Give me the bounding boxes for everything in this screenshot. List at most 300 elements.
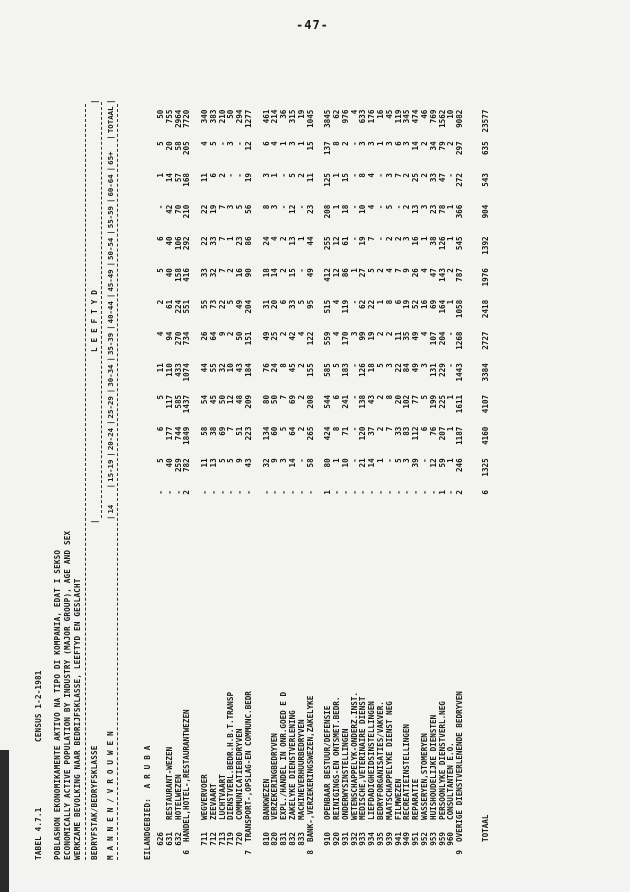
cell-value: 2 — [279, 331, 289, 337]
cell-value: 11 — [199, 173, 209, 183]
cell-value: 204 — [243, 299, 253, 314]
cell-value: 119 — [393, 109, 403, 124]
industry-label: REINIGINGS-EN ONTSMET.BEDR. — [331, 696, 341, 820]
cell-value: 9 — [217, 331, 227, 337]
cell-value: 4 — [349, 109, 359, 115]
cell-value: 5 — [226, 458, 236, 463]
cell-value: 33 — [208, 236, 218, 246]
cell-value: 13 — [287, 236, 297, 246]
cell-value: - — [279, 204, 289, 210]
cell-value: 78 — [437, 204, 447, 214]
cell-value: 2 — [182, 490, 192, 495]
cell-value: - — [296, 490, 306, 495]
cell-value: 168 — [182, 173, 192, 187]
cell-value: 39 — [411, 458, 421, 468]
cell-value: 54 — [199, 394, 209, 405]
group-total-row — [245, 0, 254, 892]
industry-label: MEDISCHE,VETERINAIRE DIENST — [358, 696, 368, 820]
cell-value: 143 — [437, 268, 447, 282]
cell-value: 3 — [419, 204, 429, 210]
cell-value: 164 — [437, 299, 447, 314]
cell-value: 21 — [358, 458, 368, 468]
cell-value: 6 — [393, 141, 403, 146]
industry-code: 959 — [437, 832, 447, 846]
cell-value: 1 — [331, 173, 341, 178]
cell-value: - — [446, 490, 456, 495]
industry-code: 953 — [428, 832, 438, 846]
cell-value: 126 — [437, 236, 447, 251]
cell-value: 13 — [411, 204, 421, 214]
cell-value: 2 — [226, 331, 236, 337]
cell-value: 345 — [402, 109, 412, 124]
cell-value: 19 — [367, 331, 377, 341]
cell-value: 7 — [367, 236, 377, 241]
cell-value: 224 — [173, 299, 183, 314]
cell-value: 33 — [199, 268, 209, 278]
cell-value: 15 — [287, 268, 297, 278]
cell-value: 8 — [384, 394, 394, 400]
cell-value: 6 — [481, 490, 491, 495]
cell-value: 2 — [296, 394, 306, 400]
cell-value: 37 — [367, 426, 377, 436]
industry-label: FILMWEZEN — [393, 778, 403, 820]
industry-code: 719 — [226, 832, 236, 846]
cell-value: 1325 — [481, 458, 491, 477]
cell-value: - — [156, 490, 165, 495]
cell-value: - — [235, 141, 245, 146]
cell-value: 23 — [305, 204, 315, 214]
cell-value: 3 — [402, 458, 412, 463]
cell-value: 904 — [481, 204, 491, 219]
cell-value: 4 — [331, 299, 341, 305]
cell-value: 70 — [173, 204, 183, 214]
cell-value: 1 — [437, 490, 447, 495]
cell-value: 5 — [156, 394, 165, 400]
cell-value: 2 — [279, 236, 289, 241]
cell-value: 7 — [217, 236, 227, 241]
cell-value: 4 — [419, 331, 429, 337]
cell-value: 80 — [261, 394, 271, 405]
cell-value: 31 — [261, 299, 271, 309]
cell-value: 7 — [279, 394, 289, 400]
cell-value: 3 — [261, 173, 271, 178]
cell-value: - — [349, 490, 359, 495]
cell-value: 769 — [428, 109, 438, 124]
cell-value: 50 — [156, 109, 165, 119]
cell-value: - — [419, 490, 429, 495]
cell-value: 5 — [156, 268, 165, 273]
cell-value: 8 — [261, 204, 271, 210]
cell-value: - — [340, 490, 350, 495]
page-number: -47- — [296, 18, 329, 32]
cell-value: - — [243, 490, 253, 495]
cell-value: 84 — [402, 363, 412, 373]
cell-value: 210 — [217, 109, 227, 124]
cell-value: 44 — [199, 363, 209, 373]
cell-value: 2 — [375, 268, 385, 273]
cell-value: 33 — [287, 299, 297, 309]
cell-value: - — [279, 173, 289, 178]
cell-value: 1 — [331, 458, 341, 463]
cell-value: - — [358, 490, 368, 495]
cell-value: - — [349, 299, 359, 305]
cell-value: 585 — [173, 394, 183, 409]
column-header: | 45-49 — [106, 266, 115, 298]
cell-value: 1 — [279, 141, 289, 146]
cell-value: 10 — [340, 458, 350, 468]
cell-value: 23 — [428, 204, 438, 214]
cell-value: 25 — [270, 331, 280, 341]
cell-value: 50 — [226, 109, 236, 119]
cell-value: 83 — [402, 426, 412, 436]
cell-value: - — [393, 490, 403, 495]
cell-value: 47 — [437, 173, 447, 183]
cell-value: 126 — [358, 363, 368, 377]
cell-value: 19 — [402, 299, 412, 309]
cell-value: 7720 — [182, 109, 192, 128]
cell-value: 26 — [199, 331, 209, 341]
cell-value: - — [446, 331, 456, 337]
cell-value: 170 — [340, 331, 350, 346]
column-header: | 14 — [106, 488, 115, 520]
divider-bar: | — [90, 99, 99, 104]
cell-value: 1 — [446, 426, 456, 432]
industry-label: ONDERWYSINSTELLINGEN — [340, 728, 350, 820]
cell-value: 12 — [428, 458, 438, 468]
industry-code: 934 — [367, 832, 377, 846]
cell-value: 1443 — [455, 363, 465, 382]
cell-value: 3 — [384, 173, 394, 178]
column-header: | 60-64 — [106, 171, 115, 203]
cell-value: 2 — [296, 173, 306, 178]
cell-value: 69 — [428, 299, 438, 309]
cell-value: 45 — [384, 109, 394, 119]
cell-value: - — [375, 236, 385, 241]
cell-value: 223 — [243, 426, 253, 441]
industry-label: RECREATIEINSTELLINGEN — [402, 723, 412, 820]
cell-value: 4 — [270, 236, 280, 241]
industry-label: CONSULTANTEN E.O. — [446, 742, 456, 820]
cell-value: 7 — [217, 204, 227, 210]
cell-value: 4 — [199, 141, 209, 146]
cell-value: 64 — [208, 331, 218, 341]
cell-value: 416 — [182, 268, 192, 282]
cell-value: 5 — [208, 141, 218, 146]
cell-value: 782 — [182, 458, 192, 473]
cell-value: 3 — [419, 363, 429, 368]
cell-value: 412 — [323, 268, 333, 282]
cell-value: 11 — [393, 331, 403, 341]
industry-label: BANKWEZEN — [261, 778, 271, 820]
cell-value: 10 — [446, 109, 456, 119]
cell-value: 209 — [243, 394, 253, 409]
cell-value: 51 — [235, 426, 245, 436]
cell-value: 106 — [173, 236, 183, 251]
cell-value: 7 — [226, 426, 236, 432]
cell-value: 16 — [375, 109, 385, 119]
cell-value: 1187 — [455, 426, 465, 445]
cell-value: 241 — [340, 394, 350, 409]
cell-value: 77 — [411, 394, 421, 405]
cell-value: 122 — [305, 331, 315, 346]
cell-value: 265 — [305, 426, 315, 441]
cell-value: 69 — [287, 394, 297, 405]
cell-value: 7 — [217, 268, 227, 273]
cell-value: 25 — [411, 173, 421, 183]
cell-value: 32 — [261, 458, 271, 468]
industry-label: DIENSTVERL.BEDR.H.B.T.TRANSP — [226, 691, 236, 820]
cell-value: 3 — [358, 141, 368, 146]
cell-value: 125 — [323, 173, 333, 187]
cell-value: 24 — [270, 363, 280, 373]
cell-value: 315 — [287, 109, 297, 124]
cell-value: 4 — [156, 331, 165, 337]
cell-value: 16 — [411, 236, 421, 246]
cell-value: 1437 — [182, 394, 192, 414]
table-row — [403, 0, 412, 892]
cell-value: 131 — [428, 363, 438, 377]
group-total-row — [456, 0, 465, 892]
cell-value: 12 — [331, 236, 341, 246]
cell-value: - — [331, 490, 341, 495]
census-date: CENSUS 1-2-1981 — [34, 670, 43, 742]
cell-value: - — [199, 490, 209, 495]
industry-label: WASSERYEN,STOMERYEN — [419, 733, 429, 820]
cell-value: 57 — [173, 173, 183, 183]
cell-value: 20 — [164, 141, 174, 151]
cell-value: 214 — [270, 109, 280, 124]
cell-value: 433 — [173, 363, 183, 377]
industry-code: 711 — [199, 832, 209, 846]
cell-value: 246 — [455, 458, 465, 473]
cell-value: 1 — [446, 299, 456, 305]
cell-value: 155 — [305, 363, 315, 377]
cell-value: 50 — [217, 394, 227, 405]
cell-value: 2 — [384, 236, 394, 241]
cell-value: 151 — [243, 331, 253, 346]
cell-value: 5 — [375, 363, 385, 368]
cell-value: 8 — [384, 299, 394, 305]
cell-value: 5 — [217, 458, 227, 463]
cell-value: 210 — [182, 204, 192, 219]
cell-value: 1 — [419, 236, 429, 241]
cell-value: 3 — [402, 236, 412, 241]
cell-value: 1 — [296, 141, 306, 146]
cell-value: 5 — [331, 363, 341, 368]
cell-value: 6 — [261, 141, 271, 146]
industry-label: MAATSCHAPPELYKE DIENST NEG — [384, 701, 394, 820]
cell-value: 55 — [208, 363, 218, 373]
cell-value: 158 — [173, 268, 183, 282]
cell-value: 1 — [375, 299, 385, 305]
cell-value: 58 — [305, 458, 315, 468]
industry-code: 712 — [208, 832, 218, 846]
industry-label: TOTAAL — [481, 814, 491, 842]
cell-value: 49 — [305, 268, 315, 278]
cell-value: 4 — [296, 331, 306, 337]
cell-value: 11 — [199, 458, 209, 468]
cell-value: 27 — [358, 268, 368, 278]
group-total-row — [307, 0, 316, 892]
cell-value: 6 — [419, 426, 429, 432]
cell-value: 14 — [164, 173, 174, 183]
industry-label: REPARATIE — [411, 778, 421, 820]
grand-total-row — [482, 0, 491, 892]
industry-label: LUCHTVAART — [217, 774, 227, 820]
industry-code: 935 — [375, 832, 385, 846]
cell-value: 60 — [270, 426, 280, 436]
cell-value: 2418 — [481, 299, 491, 319]
cell-value: 4107 — [481, 394, 491, 414]
cell-value: 7 — [393, 268, 403, 273]
cell-value: 36 — [279, 109, 289, 119]
divider — [117, 104, 118, 860]
cell-value: 22 — [393, 363, 403, 373]
industry-code: 810 — [261, 832, 271, 846]
cell-value: 1 — [375, 141, 385, 146]
cell-value: 7 — [384, 426, 394, 432]
cell-value: 20 — [270, 299, 280, 309]
cell-value: 6 — [208, 173, 218, 178]
cell-value: 2 — [217, 173, 227, 178]
cell-value: - — [226, 490, 236, 495]
industry-code: 952 — [419, 832, 429, 846]
cell-value: 5 — [393, 458, 403, 463]
cell-value: 14 — [367, 458, 377, 468]
sex-header: M A N N E N / V R O U W E N — [106, 731, 115, 860]
row-spacer — [474, 0, 483, 892]
column-header: | 50-54 — [106, 235, 115, 267]
industry-code: 910 — [323, 832, 333, 846]
cell-value: 515 — [323, 299, 333, 314]
cell-value: - — [428, 490, 438, 495]
industry-label: BANK-,VERZEKERINGSWEZEN,ZAKELYKE — [305, 695, 315, 842]
cell-value: 6 — [156, 236, 165, 241]
industry-code: 941 — [393, 832, 403, 846]
cell-value: 1074 — [182, 363, 192, 382]
cell-value: 2 — [375, 426, 385, 432]
cell-value: 6 — [331, 394, 341, 400]
cell-value: 2 — [296, 426, 306, 432]
cell-value: 734 — [182, 331, 192, 346]
cell-value: 43 — [367, 394, 377, 405]
cell-value: 255 — [323, 236, 333, 251]
cell-value: 4 — [270, 141, 280, 146]
table-row — [201, 0, 210, 892]
industry-code: 713 — [217, 832, 227, 846]
cell-value: 2 — [402, 173, 412, 178]
cell-value: 2 — [446, 268, 456, 273]
industry-code: 6 — [182, 850, 192, 855]
cell-value: - — [270, 490, 280, 495]
cell-value: 6 — [393, 299, 403, 305]
cell-value: 40 — [164, 236, 174, 246]
cell-value: 1 — [375, 458, 385, 463]
cell-value: 9 — [402, 268, 412, 273]
title-papiamento: POBLASHON EKONOMIKAMENTE AKTIVO NA TIPO DI KOMPANIA, EDAT I SEKSO — [53, 549, 62, 860]
cell-value: 33 — [428, 173, 438, 183]
cell-value: 340 — [199, 109, 209, 124]
cell-value: 543 — [481, 173, 491, 187]
column-header: | TOTAAL — [106, 108, 115, 140]
industry-code: 939 — [384, 832, 394, 846]
cell-value: 6 — [156, 426, 165, 432]
industry-code: 7 — [243, 850, 253, 855]
cell-value: 20 — [393, 394, 403, 405]
cell-value: 76 — [261, 363, 271, 373]
cell-value: 4 — [367, 173, 377, 178]
cell-value: 2 — [455, 490, 465, 495]
cell-value: 2 — [384, 331, 394, 337]
industry-label: BEDRYFORGANISATIES/VAKVER. — [375, 701, 385, 820]
cell-value: 49 — [411, 363, 421, 373]
cell-value: - — [226, 173, 236, 178]
cell-value: 49 — [235, 299, 245, 309]
industry-code: 931 — [340, 832, 350, 846]
cell-value: 134 — [261, 426, 271, 441]
cell-value: 14 — [411, 141, 421, 151]
cell-value: 9 — [270, 458, 280, 463]
column-header: | 15-19 — [106, 457, 115, 489]
cell-value: 3 — [226, 204, 236, 210]
cell-value: 1 — [296, 236, 306, 241]
cell-value: - — [173, 490, 183, 495]
industry-label: WETENSCHAPPELYK-ONDERZ.INST. — [349, 691, 359, 820]
cell-value: 272 — [455, 173, 465, 187]
cell-value: 8 — [279, 363, 289, 368]
cell-value: 270 — [173, 331, 183, 346]
cell-value: 5 — [296, 299, 306, 305]
cell-value: 461 — [261, 109, 271, 124]
cell-value: 12 — [243, 141, 253, 151]
cell-value: 1 — [446, 394, 456, 400]
cell-value: 40 — [164, 458, 174, 468]
cell-value: 38 — [208, 426, 218, 436]
cell-value: - — [367, 490, 377, 495]
cell-value: - — [279, 490, 289, 495]
industry-label: COMMUNICATIEBEDRYVEN — [235, 728, 245, 820]
cell-value: 1562 — [437, 109, 447, 128]
cell-value: 61 — [340, 236, 350, 246]
cell-value: 585 — [323, 363, 333, 377]
cell-value: 8 — [331, 141, 341, 146]
cell-value: 95 — [305, 299, 315, 309]
cell-value: 424 — [323, 426, 333, 441]
cell-value: - — [384, 458, 394, 463]
cell-value: 5 — [384, 204, 394, 210]
cell-value: 5 — [156, 141, 165, 146]
cell-value: 4 — [419, 268, 429, 273]
cell-value: 3 — [279, 458, 289, 463]
industry-code: 720 — [235, 832, 245, 846]
cell-value: - — [261, 490, 271, 495]
cell-value: 787 — [455, 268, 465, 282]
cell-value: 112 — [411, 426, 421, 441]
cell-value: - — [411, 490, 421, 495]
cell-value: 12 — [331, 268, 341, 278]
cell-value: 2 — [419, 141, 429, 146]
cell-value: 102 — [402, 394, 412, 409]
industry-code: 9 — [455, 850, 465, 855]
cell-value: - — [375, 490, 385, 495]
industry-code: 631 — [164, 832, 174, 846]
cell-value: 4 — [384, 268, 394, 273]
cell-value: 184 — [243, 363, 253, 377]
cell-value: 14 — [270, 268, 280, 278]
cell-value: 1 — [446, 204, 456, 210]
cell-value: 2 — [296, 363, 306, 368]
cell-value: 294 — [235, 109, 245, 124]
